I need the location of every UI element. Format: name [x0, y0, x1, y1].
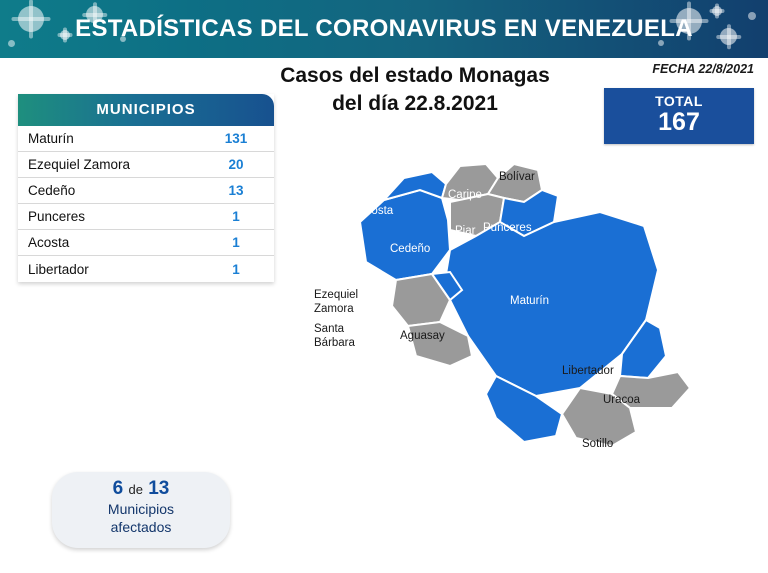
table-row — [18, 178, 274, 204]
summary-counts — [52, 472, 230, 500]
municipio-name: Ezequiel Zamora — [28, 157, 131, 172]
municipio-name: Punceres — [28, 209, 86, 224]
summary-total: 13 — [148, 478, 170, 499]
municipio-value: 1 — [232, 209, 240, 224]
map-region-aguasay[interactable] — [408, 322, 472, 366]
municipio-value: 20 — [228, 157, 244, 172]
page-title: ESTADÍSTICAS DEL CORONAVIRUS EN VENEZUELA — [75, 15, 693, 42]
map-label-cedeno: Cedeño — [390, 243, 431, 255]
main-title-line2: del día 22.8.2021 — [332, 91, 498, 115]
header-banner — [0, 0, 768, 58]
municipio-value: 1 — [232, 261, 240, 277]
map-svg — [300, 150, 730, 480]
summary-affected: 6 — [112, 478, 124, 499]
total-value: 167 — [658, 108, 700, 136]
map-label-bolivar: Bolívar — [499, 171, 535, 183]
monagas-map — [300, 150, 730, 480]
map-label-ezequiel-zamora: Ezequiel Zamora — [314, 289, 359, 315]
municipio-name: Acosta — [28, 235, 70, 250]
municipio-name: Maturín — [28, 131, 74, 146]
table-row — [18, 152, 274, 178]
summary-line1: Municipios — [107, 500, 175, 517]
table-row — [18, 256, 274, 282]
municipios-table — [18, 94, 274, 282]
table-body — [18, 126, 274, 282]
summary-de: de — [128, 482, 143, 497]
total-box — [604, 88, 754, 144]
map-label-acosta: Acosta — [358, 205, 394, 217]
map-region-cedeno[interactable] — [360, 190, 450, 280]
total-label: TOTAL — [655, 93, 703, 109]
table-row — [18, 126, 274, 152]
main-title-line1: Casos del estado Monagas — [280, 64, 550, 87]
main-title — [250, 62, 580, 117]
map-label-santa-barbara: Santa Bárbara — [314, 323, 355, 349]
map-label-libertador: Libertador — [562, 365, 614, 377]
table-row — [18, 204, 274, 230]
map-label-caripe: Caripe — [448, 189, 482, 201]
map-label-maturin: Maturín — [510, 295, 549, 307]
municipio-value: 13 — [228, 183, 244, 198]
map-label-aguasay: Aguasay — [400, 330, 445, 342]
table-row — [18, 230, 274, 256]
municipio-name: Libertador — [28, 261, 89, 277]
table-header: MUNICIPIOS — [18, 94, 274, 126]
municipio-name: Cedeño — [28, 183, 76, 198]
map-label-punceres: Punceres — [483, 222, 532, 234]
summary-line2: afectados — [110, 518, 172, 535]
date-label: FECHA 22/8/2021 — [652, 62, 754, 76]
map-label-uracoa: Uracoa — [603, 394, 641, 406]
municipio-value: 1 — [232, 235, 240, 250]
map-label-sotillo: Sotillo — [582, 438, 614, 450]
summary-pill — [52, 472, 230, 548]
map-label-piar: Piar — [455, 225, 476, 237]
municipio-value: 131 — [224, 131, 248, 146]
